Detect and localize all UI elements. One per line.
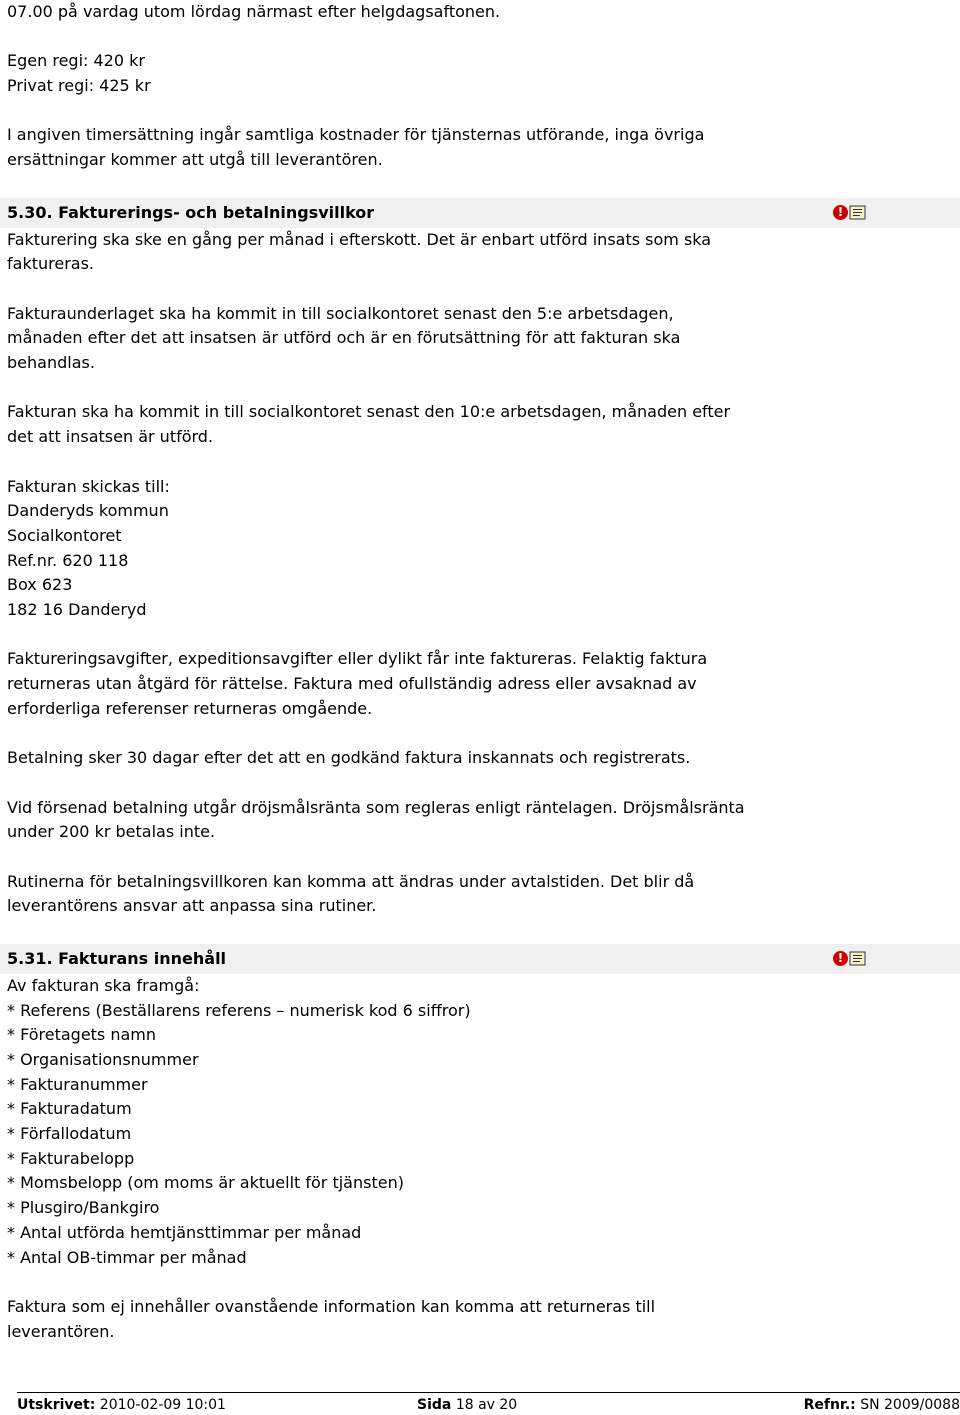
paragraph-line: returneras utan åtgärd för rättelse. Faktura med ofullständig adress eller avsaknad av [7,674,697,694]
list-item: * Plusgiro/Bankgiro [7,1198,160,1218]
paragraph-line: det att insatsen är utförd. [7,427,214,447]
document-body [7,0,955,1344]
page-footer [17,1395,960,1415]
list-item: * Företagets namn [7,1025,157,1045]
paragraph-line: leverantören. [7,1321,115,1341]
address-line: Box 623 [7,575,73,595]
paragraph-line: månaden efter det att insatsen är utförd och är en förutsättning för att fakturan ska [7,328,681,348]
reference-number: Refnr.: SN 2009/0088 [803,1397,960,1413]
section-header-5-31 [0,944,960,974]
paragraph-line: Betalning sker 30 dagar efter det att en godkänd faktura inskannats och registrerats. [7,748,691,768]
paragraph-line: leverantörens ansvar att anpassa sina rutiner. [7,896,377,916]
section-title: 5.30. Fakturerings- och betalningsvillkor [7,202,375,222]
list-item: * Antal OB-timmar per månad [7,1247,247,1267]
paragraph-line: Faktureringsavgifter, expeditionsavgifter eller dylikt får inte faktureras. Felaktig faktura [7,649,708,669]
intro-note-line: I angiven timersättning ingår samtliga kostnader för tjänsternas utförande, inga övriga [7,125,705,145]
price-egen-regi: Egen regi: 420 kr [7,51,145,71]
printed-date: Utskrivet: 2010-02-09 10:01 [17,1397,226,1413]
paragraph-line: behandlas. [7,353,95,373]
list-item: * Fakturanummer [7,1074,148,1094]
list-item: * Organisationsnummer [7,1049,199,1069]
intro-note-line: ersättningar kommer att utgå till leverantören. [7,150,383,170]
paragraph-line: Av fakturan ska framgå: [7,975,200,995]
paragraph-line: Faktura som ej innehåller ovanstående information kan komma att returneras till [7,1296,656,1316]
section-icons [833,951,866,966]
list-item: * Förfallodatum [7,1124,132,1144]
address-line: Ref.nr. 620 118 [7,550,129,570]
paragraph-line: Fakturering ska ske en gång per månad i efterskott. Det är enbart utförd insats som ska [7,229,712,249]
paragraph-line: under 200 kr betalas inte. [7,822,216,842]
section-title: 5.31. Fakturans innehåll [7,948,227,968]
paragraph-line: Fakturan ska ha kommit in till socialkontoret senast den 10:e arbetsdagen, månaden efter [7,402,731,422]
address-line: Danderyds kommun [7,501,169,521]
paragraph-line: erforderliga referenser returneras omgående. [7,698,373,718]
address-line: Fakturan skickas till: [7,476,170,496]
list-item: * Fakturadatum [7,1099,132,1119]
section-icons [833,205,866,220]
paragraph-line: faktureras. [7,254,94,274]
page-number: Sida 18 av 20 [417,1397,518,1413]
note-icon[interactable] [849,205,866,220]
list-item: * Antal utförda hemtjänsttimmar per månad [7,1222,362,1242]
paragraph-line: Rutinerna för betalningsvillkoren kan komma att ändras under avtalstiden. Det blir då [7,871,695,891]
paragraph-line: Vid försenad betalning utgår dröjsmålsränta som regleras enligt räntelagen. Dröjsmålsränta [7,797,745,817]
note-icon[interactable] [849,951,866,966]
list-item: * Fakturabelopp [7,1148,135,1168]
exclamation-icon[interactable]: ! [833,951,848,966]
footer-divider [17,1392,960,1393]
address-line: 182 16 Danderyd [7,600,147,620]
list-item: * Referens (Beställarens referens – numerisk kod 6 siffror) [7,1000,471,1020]
address-line: Socialkontoret [7,525,122,545]
exclamation-icon[interactable]: ! [833,205,848,220]
intro-line: 07.00 på vardag utom lördag närmast efter helgdagsaftonen. [7,2,501,21]
section-header-5-30 [0,198,960,228]
paragraph-line: Fakturaunderlaget ska ha kommit in till socialkontoret senast den 5:e arbetsdagen, [7,303,674,323]
price-privat-regi: Privat regi: 425 kr [7,76,151,96]
list-item: * Momsbelopp (om moms är aktuellt för tjänsten) [7,1173,404,1193]
